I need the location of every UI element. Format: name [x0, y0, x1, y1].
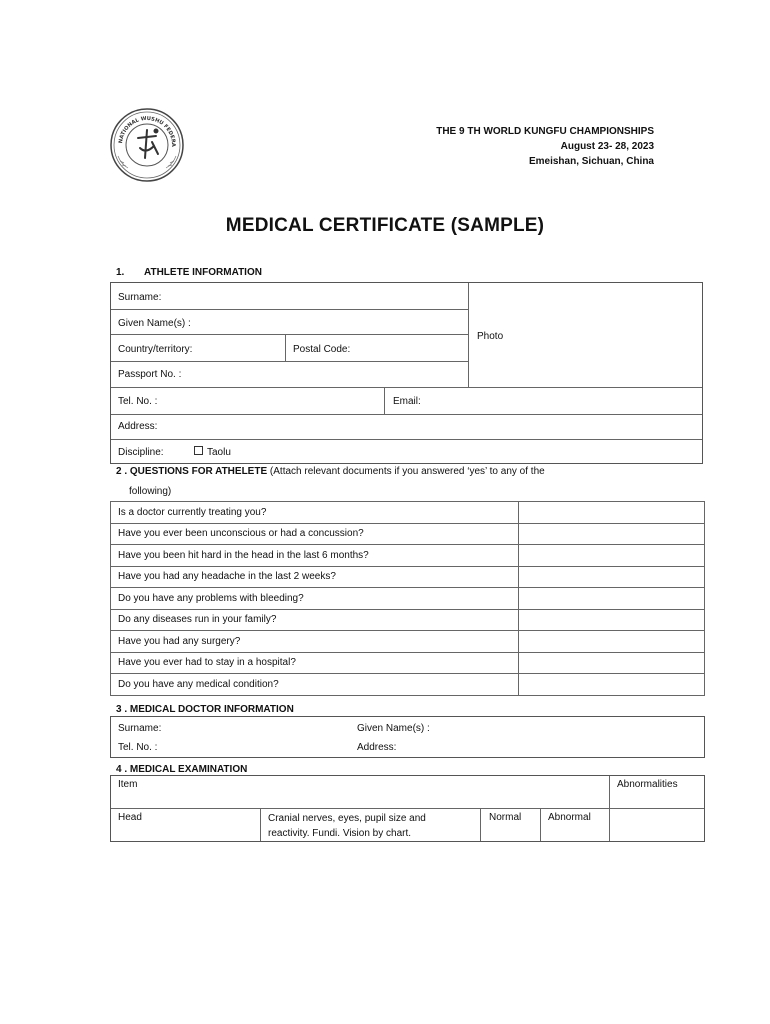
doctor-info-table	[110, 716, 705, 758]
federation-seal-icon	[108, 106, 186, 184]
given-names-field[interactable]: Given Name(s) :	[118, 318, 191, 329]
svg-text:INTERNATIONAL WUSHU FEDERATION: NATIONAL WUSHU FEDERA	[117, 115, 177, 147]
normal-option[interactable]: Normal	[489, 812, 522, 823]
event-location: Emeishan, Sichuan, China	[528, 156, 654, 167]
question-row	[111, 652, 705, 674]
col-item-header: Item	[118, 779, 138, 790]
section-1-heading: 1. ATHLETE INFORMATION	[116, 267, 262, 278]
doctor-tel-field[interactable]: Tel. No. :	[118, 742, 158, 753]
question-row	[111, 609, 705, 631]
answer-cell[interactable]	[519, 652, 705, 674]
doctor-address-field[interactable]: Address:	[357, 742, 397, 753]
surname-field[interactable]: Surname:	[118, 292, 162, 303]
question-text: Have you been hit hard in the head in the last 6 months?	[111, 545, 519, 567]
event-header	[436, 124, 654, 169]
event-name: THE 9 TH WORLD KUNGFU CHAMPIONSHIPS	[436, 126, 654, 137]
doctor-given-names-field[interactable]: Given Name(s) :	[357, 723, 430, 734]
address-field[interactable]: Address:	[118, 421, 158, 432]
question-row	[111, 502, 705, 524]
question-text: Do you have any problems with bleeding?	[111, 588, 519, 610]
email-field[interactable]: Email:	[393, 396, 421, 407]
postal-code-field[interactable]: Postal Code:	[293, 344, 351, 355]
question-row	[111, 674, 705, 696]
federation-logo	[108, 106, 186, 184]
answer-cell[interactable]	[519, 566, 705, 588]
answer-cell[interactable]	[519, 609, 705, 631]
discipline-label: Discipline:	[118, 447, 164, 458]
page-title: MEDICAL CERTIFICATE (SAMPLE)	[225, 215, 545, 236]
answer-cell[interactable]	[519, 631, 705, 653]
question-row	[111, 566, 705, 588]
question-row	[111, 631, 705, 653]
answer-cell[interactable]	[519, 545, 705, 567]
question-text: Have you had any surgery?	[111, 631, 519, 653]
event-dates: August 23- 28, 2023	[560, 141, 654, 152]
medical-exam-table	[110, 775, 705, 842]
question-row	[111, 523, 705, 545]
col-abnormalities-header: Abnormalities	[617, 779, 678, 790]
question-row	[111, 588, 705, 610]
doctor-surname-field[interactable]: Surname:	[118, 723, 162, 734]
exam-item-description: Cranial nerves, eyes, pupil size and reactivity. Fundi. Vision by chart.	[268, 813, 426, 839]
question-text: Is a doctor currently treating you?	[111, 502, 519, 524]
question-row	[111, 545, 705, 567]
section-2-note-cont: following)	[129, 486, 172, 497]
section-3-heading: 3 . MEDICAL DOCTOR INFORMATION	[116, 704, 294, 715]
answer-cell[interactable]	[519, 502, 705, 524]
answer-cell[interactable]	[519, 674, 705, 696]
photo-box[interactable]: Photo	[477, 331, 504, 342]
athlete-info-table	[110, 282, 703, 464]
athlete-questions-table	[110, 501, 705, 696]
discipline-taolu-option[interactable]: Taolu	[187, 446, 231, 458]
exam-item-head: Head	[118, 812, 142, 823]
checkbox-icon[interactable]	[194, 446, 203, 455]
question-text: Have you had any headache in the last 2 weeks?	[111, 566, 519, 588]
passport-field[interactable]: Passport No. :	[118, 369, 182, 380]
question-text: Have you ever been unconscious or had a concussion?	[111, 523, 519, 545]
question-text: Do any diseases run in your family?	[111, 609, 519, 631]
question-text: Have you ever had to stay in a hospital?	[111, 652, 519, 674]
answer-cell[interactable]	[519, 523, 705, 545]
section-2-heading: 2 . QUESTIONS FOR ATHELETE (Attach relevant documents if you answered ‘yes’ to any of the	[116, 466, 545, 477]
section-4-heading: 4 . MEDICAL EXAMINATION	[116, 764, 248, 775]
country-field[interactable]: Country/territory:	[118, 344, 193, 355]
question-text: Do you have any medical condition?	[111, 674, 519, 696]
tel-field[interactable]: Tel. No. :	[118, 396, 158, 407]
answer-cell[interactable]	[519, 588, 705, 610]
abnormal-option[interactable]: Abnormal	[548, 812, 591, 823]
